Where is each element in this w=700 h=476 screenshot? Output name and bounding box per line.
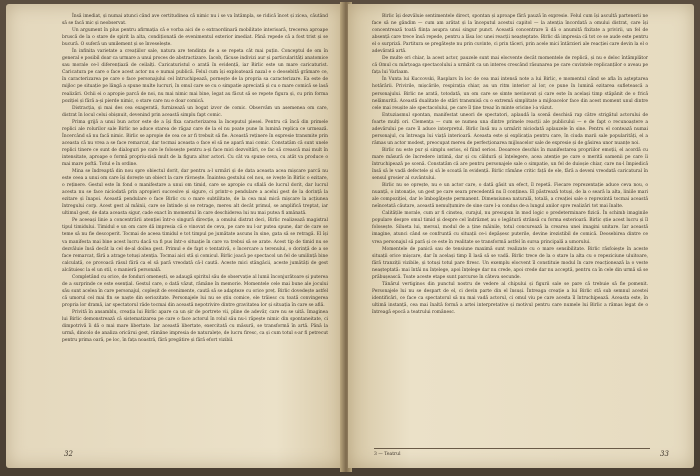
page-number-left: 32 — [64, 450, 73, 458]
paragraph: Calitățile morale, cum ar fi cinstea, curajul, nu presupun în mod logic o predeterminare fizică. În schimb imaginile populare despre omul timid și despre cel îndrăzneț au o legătură strânsă cu forma exterioară. Birlic știe acest lucru și îl folosește. Silueta lui, mersul, modul de a ține mâinile, totul concurează la crearea unei imagini unitare. Iar această imagine, atunci când se confruntă cu situații ce-i depășesc puterile, devine irezistibil de comică. Deosebirea dintre ce vrea personajul să pară și ce este în realitate se transformă astfel în sursa principală a umorului. — [372, 211, 648, 245]
printer-signature: 3 — Teatrul — [374, 452, 401, 457]
paragraph: Birlic nu se oprește, nu e un actor care, o dată găsit un efect, îl repetă. Fiecare reprezentație aduce ceva nou, o nuanță, o intonație, un gest pe care seara precedentă nu îl conținea. El păstrează totuși, de la o seară la alta, liniile mari ale compoziției, dar le îmbogățește permanent. Dimensiunea naturală, totală, a creației sale o reprezintă tocmai această neîncetată căutare, această nemulțumire de sine care l-a condus de-a lungul anilor spre realizări tot mai înalte. — [372, 183, 648, 210]
paragraph: Prima grijă a unui bun actor este de a își fixa caracterizarea la începutul piesei. Pentru că încă din primele replici ale rolurilor sale Birlic ne aduce starea de răgaz care de la el nu poate pune în lumină replica ce urmează. Încercând să nu facă nimic. Birlic se apropie de cea ce ar fi trebuit să fie. Această reținere în expresie transmite prin aceasta că nu vrea a se face remarcat, dar tocmai aceasta o face el să ne apară mai comic. Constatăm că sunt unele replici tinere ce sunt de dialoguri pe care le folosește pentru a-și face mici dezvoltări, ce fac să crească mai mult în intensitate, aproape o formă propriu-zisă mult de la figura altor actori. Cu cât va spune ceva, cu atât va produce o mai mare poftă. Totul e în ordine. — [62, 119, 328, 167]
left-page-text — [62, 13, 328, 344]
paragraph: Birlic nu este pur și simplu serios, el fiind serios. Deoarece deschis în manifestarea propriilor emoții, el acordă cu mare măsură de încredere intimă, dar și cu căldură și înțelegere, acea atenție pe care o merită oamenii pe care îi întruchipează pe scenă. Constatăm că are pentru personajele sale o simpatie, un fel de duioșie chiar, care nu-l împiedică însă să le vadă defectele și să le scoată în evidență. Birlic rămâne critic față de ele, fără a deveni vreodată caricatural în sensul grosier al cuvântului. — [372, 147, 648, 182]
paragraph: În Vunta lui Kuccovski, Rasplars în loc de cea mai intensă note a lui Birlic, e momentul când se afla în așteptarea hotărârii. Privirile, mișcările, respirația chiar, au un ritm interior al lor, ce pune în lumină ezitarea sufletească a personajului. Birlic ne arată, totodată, un om care se simte nevinovat și care este în același timp stăpânit de o frică nelămurită. Această dualitate de stări transmisă cu o extremă simplitate a mijloacelor face din acest moment unul dintre cele mai reușite ale spectacolului, pe care îl ține treaz în minte oricine l-a văzut. — [372, 77, 648, 111]
paragraph: Un argument în plus pentru afirmația că e vorba aici de o extraordinară mobilitate interioară, trecerea aproape bruscă de la o stare de spirit la alta, condiționată de evenimentul exterior imediat. Până repede că a fost trist și se bucură. O suferă un umilement și se înveselește. — [62, 28, 328, 48]
right-page-text — [372, 13, 648, 316]
paragraph: Completând cu orice, de fonduri omenești, se adaugă spiritul său de observație al lumii înconjurătoare și puterea de a surprinde ce este esențial. Gestul care, o dată văzut, rămâne în memorie. Momentele cele mai bune ale jocului său sunt acelea în care personajul, copleșit de evenimente, caută să se adapteze cu orice preț. Birlic dovedește astfel că umorul cel mai fin se naște din seriozitate. Personajele lui nu se știu comice, ele trăiesc cu toată convingerea propria lor dramă, iar spectatorul râde tocmai din această nepotrivire dintre gravitatea lor și situația în care se află. — [62, 274, 328, 308]
paragraph: Entuziasmul spontan, manifestat uneori de spectatori, aplaudă la scenă deschisă rap către strigătul actorului de foarte mulți ori. Clemența — cum se numea una dintre primele reacții ale publicului — e de fapt o recunoaștere a adevărului pe care îl aduce interpretul. Birlic însă nu a urmărit niciodată aplauzele în sine. Pentru el contează numai personajul, cu întreaga lui viață interioară. Aceasta este și explicația pentru care, în ciuda marii sale popularități, el a rămas un actor modest, preocupat mereu de perfecționarea mijloacelor sale de expresie și de găsirea unor nuanțe noi. — [372, 112, 648, 146]
paragraph: Distracția, și mai des cea exagerată, furnizează un bogat izvor de comic. Observăm un asemenea om care, distrat în locul celui obișnuit, devenind prin această simplu fapt comic. — [62, 105, 328, 118]
paragraph: Pe aceeași linie a concentrării atenției într-o singură direcție, a omului distrat deci, Birlic realizează magistral tipul timidului. Timidul e un om care dă impresia că e vinovat de ceva, pe care nu l-ar putea spune, dar de care se teme să nu fie descoperit. Tocmai de aceea timidul e tot timpul pe jumătate ascuns în sine, gata să se retragă. El își va manifesta mai bine acest lucru dacă va fi pus într-o situație în care va trebui să se arate. Acest tip de timid nu se dezvăluie însă decât la cel de-al doilea gest. Primul e de fapt o tentativă, o încercare a terenului, o dorință de a se face remarcat, fără a atrage totuși atenția. Tocmai aici stă și comicul. Birlic joacă pe spectacol un fel de umilință bine calculată, ce provoacă râsul fără ca el să pară vreodată că-l caută. Aceste mici stângăcii, aceste jumătăți de gest alcătuiesc la el un stil, o manieră personală. — [62, 218, 328, 273]
paragraph: De multe ori chiar, la acest actor, pauzele sunt mai elocvente decât momentele de replică, și nu e deloc întâmplător că Omul cu mârțoaga spectacolului a urmărit ca un interes crescând răsunarea pe care cuvintele replicanților o aveau pe fața lui Varlaam. — [372, 56, 648, 76]
paragraph: Birlic își dezvăluie sentimentele direct, spontan și aproape fără pauză în expresie. Felul cum își ascultă partenerii ne face să ne gândim — cum am arătat și la începutul acestui capitol — la atenția încordată a omului distrat, care își concentrează toată ființa asupra unui singur punct. Această concentrare îi dă o anumită fixitate a privirii, un fel de absență care trece însă repede, pentru a lăsa loc unei reacții neașteptate. Birlic dă impresia că tot ce se aude este pentru el o surpriză. Partitura se pregătește nu prin cuvinte, ci prin tăceri, prin acele mici întârzieri ale reacției care devin la el o adevărată artă. — [372, 14, 648, 55]
paragraph: Însă imediat, și numai atunci când ave certitudinea că nimic nu i se va întâmpla, se ridică încet și zicea, căutând să se facă mic și neobservat. — [62, 14, 328, 27]
left-page — [6, 4, 344, 468]
paragraph: Tânărul vertiginos din punctul nostru de vedere al chipului și figurii sale se pare că trebuie să fie pomenit. Personajele lui nu se despart de el, ci devin parte din el însuși. Întreaga creație a lui Birlic stă sub semnul acestei identificări, ce face ca spectatorul să nu mai vadă actorul, ci omul viu pe care acesta îl întruchipează. Aceasta este, în ultimă instanță, cea mai înaltă formă a artei interpretative și motivul pentru care numele lui Birlic a rămas legat de o întreagă epocă a teatrului românesc. — [372, 281, 648, 315]
right-page — [348, 4, 694, 468]
paragraph: Privită în ansamblu, creația lui Birlic apare ca un șir de portrete vii, pline de adevăr, care nu se uită. Imaginea lui Birlic demonstrează că sistematizarea pe care o face actorul în rolul său nu-i răpește nimic din spontaneitate, ci dimpotrivă îi dă o mai mare libertate. Iar această libertate, exercitată cu măsură, se transformă în artă. Până la urmă, dincolo de analiza oricărui gest, rămâne impresia de naturalețe, de lucru firesc, ca și cum totul s-ar fi petrecut pentru prima oară, pe loc, în fața noastră, fără pregătire și fără efort vizibil. — [62, 309, 328, 344]
signature-rule — [374, 448, 650, 449]
paragraph: Momentele de panică sau de tensiune maximă sunt realizate cu o mare sensibilitate. Birlic răsfoiește în aceste situații orice mișcare, dar în același timp îl lasă să se vadă. Birlic trece de la o stare la alta cu o repeziciune uluitoare, fără tranziții vizibile, și totuși totul pare firesc. Un exemplu elocvent îl constituie modul în care reacționează la o veste neașteptată: mai întâi nu înțelege, apoi înțelege dar nu crede, apoi crede dar nu acceptă, pentru ca în cele din urmă să se prăbușească. Toate aceste etape sunt parcurse în câteva secunde. — [372, 246, 648, 280]
paragraph: În infinita varietate a creațiilor sale, natura are tendința de a se repeta cât mai puțin. Conceptul de om în general e posibil doar ca urmare a unui proces de abstractizare. Iacob, făcuse indivizi aur și particularități anatomice sau morale ce-l diferențiază de ceilalți. Caricaturistul o arată în evidență, iar Birlic este un mare caricaturist. Caricatura pe care o face acest actor nu e numai publică. Felul cum își exploatează nazal e o deosebită grămare ce, în caracterizarea pe care o face personajului cel întruchipează, pornește de la propria sa caracterizare. Ea este de mijloc pe situație pe lângă a spune multe lucruri, în omul care se cu o simpatie apreciată și cu o mare comică se lasă realizări. Ochii ei o apropie parcă de noi, nu mai nimic mai bine, legat au făcut să se repete figura și, cu prin forma poziției și fără a-și pierde nimic, o stare care nu e doar comică. — [62, 49, 328, 104]
page-number-right: 33 — [660, 450, 669, 458]
paragraph: Mina se îndreaptă din nou spre obiectul dorit, dar pentru a-l urmări și de data aceasta acea mișcare parcă nu este ceea a unui om care își dorește un obiect la care râvnește. Înaintea gestului cel nou, se ivește în Birlic o ezitare, o reținere. Gestul este în fond o manifestare a unui om timid, care se apropie cu sfială de lucrul dorit, dar lucrul acesta nu se face niciodată prin apropieri succesive și sigure, ci printr-o pendulare a acelui gest de la dorință la ezitare și înapoi. Această pendulare o face Birlic cu o mare subtilitate, de la cea mai mică mișcare la acțiunea întregului corp. Acest gest al mâinii, care se întinde și se retrage, mereu alt decât primul, se amplifică treptat, iar ultimul gest, de data aceasta sigur, cade exact în momentul în care deschiderea lui nu mai putea fi amânată. — [62, 169, 328, 217]
